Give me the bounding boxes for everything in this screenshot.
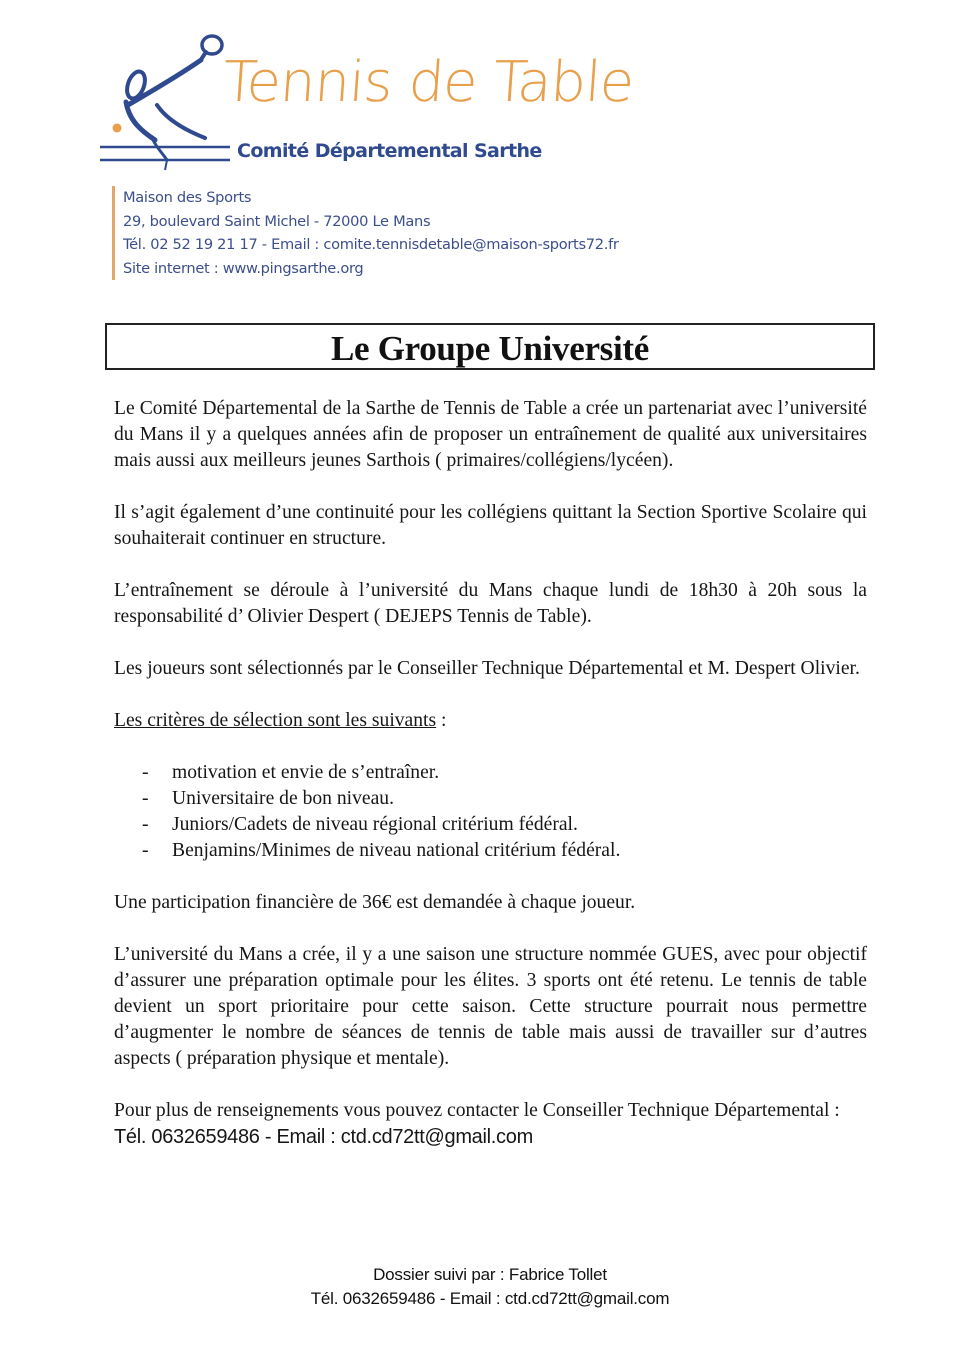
footer-contact: Tél. 0632659486 - Email : ctd.cd72tt@gmail.com — [310, 1289, 670, 1308]
criterion-text: motivation et envie de s’entraîner. — [172, 762, 440, 783]
address-line-website: Site internet : www.pingsarthe.org — [123, 259, 364, 277]
address-line-phone-email: Tél. 02 52 19 21 17 - Email : comite.tennisdetable@maison-sports72.fr — [123, 236, 619, 253]
criteria-heading-text: Les critères de sélection sont les suivants — [114, 710, 437, 731]
bullet-dash: - — [142, 762, 149, 783]
bullet-dash: - — [142, 814, 149, 835]
address-line-organization: Maison des Sports — [123, 189, 252, 206]
paragraph-continuity: Il s’agit également d’une continuité pour les collégiens quittant la Section Sportive Scolaire qui souhaiterait continuer en structure. — [114, 502, 867, 549]
paragraph-selection: Les joueurs sont sélectionnés par le Conseiller Technique Départemental et M. Despert Olivier. — [114, 658, 860, 679]
criterion-text: Juniors/Cadets de niveau régional critérium fédéral. — [172, 814, 578, 835]
bullet-dash: - — [142, 840, 149, 861]
list-item — [114, 760, 867, 786]
address-line-street: 29, boulevard Saint Michel - 72000 Le Mans — [123, 212, 431, 230]
list-item — [114, 812, 867, 838]
address-block — [112, 186, 619, 280]
document-body — [114, 396, 867, 1150]
contact-phone-email: Tél. 0632659486 - Email : ctd.cd72tt@gmail.com — [114, 1126, 533, 1148]
paragraph-fee: Une participation financière de 36€ est demandée à chaque joueur. — [114, 892, 636, 913]
logo-title: Tennis de Table — [220, 50, 636, 115]
criteria-heading — [114, 708, 867, 734]
criteria-list — [114, 760, 867, 864]
paragraph-gues: L’université du Mans a crée, il y a une saison une structure nommée GUES, avec pour objectif d’assurer une préparation optimale pour les élites. 3 sports ont été retenu. Le tennis de table devient un sport prioritaire pour cette saison. Cette structure pourrait nous permettre d’augmenter le nombre de séances de tennis de table mais aussi de travailler sur d’autres aspects ( préparation physique et mentale). — [114, 944, 867, 1069]
bullet-dash: - — [142, 788, 149, 809]
logo — [95, 30, 636, 180]
logo-subtitle: Comité Départemental Sarthe — [237, 140, 542, 162]
paragraph-contact: Pour plus de renseignements vous pouvez contacter le Conseiller Technique Départemental : — [114, 1100, 840, 1121]
title-box — [105, 323, 875, 370]
footer — [0, 1263, 959, 1311]
footer-dossier: Dossier suivi par : Fabrice Tollet — [373, 1265, 607, 1284]
list-item — [114, 838, 867, 864]
paragraph-partnership: Le Comité Départemental de la Sarthe de Tennis de Table a crée un partenariat avec l’université du Mans il y a quelques années afin de proposer un entraînement de qualité aux universitaires mais aussi aux meilleurs jeunes Sarthois ( primaires/collégiens/lycéen). — [114, 398, 867, 471]
criteria-heading-colon: : — [436, 710, 447, 731]
page-title: Le Groupe Université — [330, 329, 650, 368]
criterion-text: Benjamins/Minimes de niveau national critérium fédéral. — [172, 840, 621, 861]
table-tennis-player-icon — [95, 30, 235, 180]
paragraph-schedule: L’entraînement se déroule à l’université du Mans chaque lundi de 18h30 à 20h sous la responsabilité d’ Olivier Despert ( DEJEPS Tennis de Table). — [114, 580, 867, 627]
criterion-text: Universitaire de bon niveau. — [172, 788, 394, 809]
list-item — [114, 786, 867, 812]
